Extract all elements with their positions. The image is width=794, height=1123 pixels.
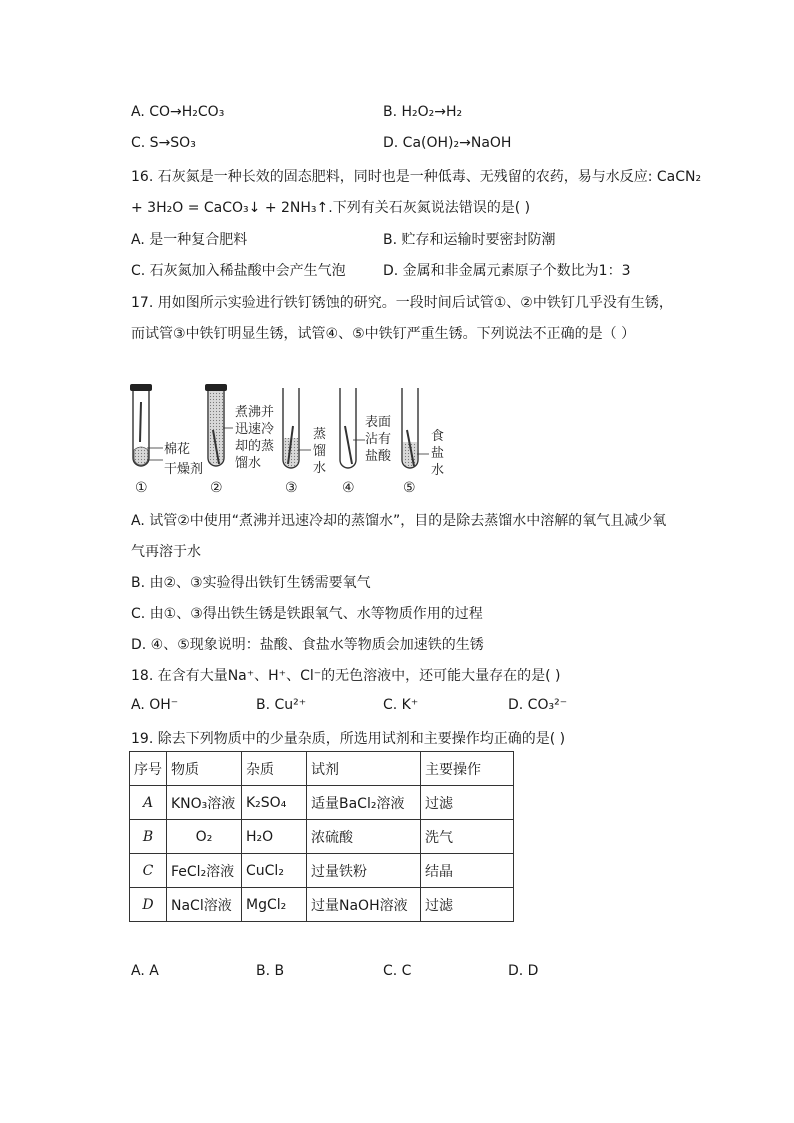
- q18-option-a: A. OH⁻: [131, 697, 179, 713]
- row-substance: NaCl溶液: [167, 888, 242, 922]
- q16-option-b: B. 贮存和运输时要密封防潮: [383, 232, 556, 248]
- tube-number-4: ④: [342, 480, 355, 496]
- q15-option-a: A. CO→H₂CO₃: [131, 104, 225, 120]
- tube5-label-line1: 食: [431, 429, 445, 444]
- tube5-label-line2: 盐: [431, 446, 445, 461]
- table-row: [130, 820, 514, 854]
- row-substance: O₂: [167, 820, 242, 854]
- q17-option-d: D. ④、⑤现象说明：盐酸、食盐水等物质会加速铁的生锈: [131, 637, 484, 653]
- q17-option-a-line2: 气再溶于水: [131, 544, 201, 560]
- test-tube-2: [205, 384, 274, 471]
- q18-option-b: B. Cu²⁺: [256, 697, 307, 713]
- row-operation: 过滤: [421, 888, 514, 922]
- q17-stem-line1: 17. 用如图所示实验进行铁钉锈蚀的研究。一段时间后试管①、②中铁钉几乎没有生锈，: [131, 295, 673, 311]
- q16-stem-line1: 16. 石灰氮是一种长效的固态肥料，同时也是一种低毒、无残留的农药，易与水反应: CaCN₂: [131, 169, 702, 185]
- tube2-label-line3: 却的蒸: [235, 439, 275, 454]
- tube1-label-cotton: 棉花: [164, 442, 191, 457]
- tube2-label-line2: 迅速冷: [235, 422, 275, 437]
- row-reagent: 浓硫酸: [307, 820, 421, 854]
- row-impurity: CuCl₂: [242, 854, 307, 888]
- tube1-label-desiccant: 干燥剂: [164, 462, 204, 477]
- tube3-label-line3: 水: [313, 461, 327, 476]
- q19-stem: 19. 除去下列物质中的少量杂质，所选用试剂和主要操作均正确的是( ): [131, 731, 566, 747]
- q19-option-d: D. D: [508, 963, 539, 979]
- q15-option-d: D. Ca(OH)₂→NaOH: [383, 135, 512, 151]
- q15-option-c: C. S→SO₃: [131, 135, 196, 151]
- row-index: D: [130, 888, 167, 922]
- row-index: A: [130, 786, 167, 820]
- q19-option-b: B. B: [256, 963, 285, 979]
- table-row: [130, 786, 514, 820]
- q17-option-b: B. 由②、③实验得出铁钉生锈需要氧气: [131, 575, 371, 591]
- tube-number-2: ②: [210, 480, 223, 496]
- q16-option-a: A. 是一种复合肥料: [131, 232, 248, 248]
- row-index: C: [130, 854, 167, 888]
- q19-table: [129, 751, 514, 922]
- row-operation: 洗气: [421, 820, 514, 854]
- tube4-label-line2: 沾有: [365, 432, 392, 447]
- row-impurity: K₂SO₄: [242, 786, 307, 820]
- q18-option-c: C. K⁺: [383, 697, 419, 713]
- table-row: [130, 854, 514, 888]
- row-operation: 过滤: [421, 786, 514, 820]
- q15-option-b: B. H₂O₂→H₂: [383, 104, 463, 120]
- row-reagent: 适量BaCl₂溶液: [307, 786, 421, 820]
- test-tube-1: [130, 384, 203, 477]
- tube2-label-line1: 煮沸并: [235, 405, 275, 420]
- row-substance: KNO₃溶液: [167, 786, 242, 820]
- header-operation: 主要操作: [421, 752, 514, 786]
- header-reagent: 试剂: [307, 752, 421, 786]
- table-row: [130, 888, 514, 922]
- tube4-label-line1: 表面: [365, 415, 392, 430]
- row-operation: 结晶: [421, 854, 514, 888]
- q18-option-d: D. CO₃²⁻: [508, 697, 568, 713]
- test-tube-figure: [125, 380, 455, 500]
- test-tube-3: [283, 388, 326, 476]
- q19-option-c: C. C: [383, 963, 412, 979]
- row-index: B: [130, 820, 167, 854]
- header-impurity: 杂质: [242, 752, 307, 786]
- row-reagent: 过量NaOH溶液: [307, 888, 421, 922]
- test-tube-4: [340, 388, 392, 468]
- q18-stem: 18. 在含有大量Na⁺、H⁺、Cl⁻的无色溶液中，还可能大量存在的是( ): [131, 668, 561, 684]
- tube-number-1: ①: [135, 480, 148, 496]
- test-tube-5: [402, 388, 444, 478]
- tube4-label-line3: 盐酸: [365, 449, 392, 464]
- q17-option-c: C. 由①、③得出铁生锈是铁跟氧气、水等物质作用的过程: [131, 606, 483, 622]
- q16-option-d: D. 金属和非金属元素原子个数比为1：3: [383, 263, 631, 279]
- q17-stem-line2: 而试管③中铁钉明显生锈，试管④、⑤中铁钉严重生锈。下列说法不正确的是（ ）: [131, 326, 636, 342]
- tube-number-3: ③: [285, 480, 298, 496]
- q16-option-c: C. 石灰氮加入稀盐酸中会产生气泡: [131, 263, 346, 279]
- q19-option-a: A. A: [131, 963, 159, 979]
- tube2-label-line4: 馏水: [235, 456, 262, 471]
- q16-stem-line2: + 3H₂O = CaCO₃↓ + 2NH₃↑.下列有关石灰氮说法错误的是( ): [131, 200, 531, 216]
- tube3-label-line2: 馏: [313, 444, 327, 459]
- row-reagent: 过量铁粉: [307, 854, 421, 888]
- tube-number-5: ⑤: [403, 480, 416, 496]
- q17-option-a-line1: A. 试管②中使用“煮沸并迅速冷却的蒸馏水”，目的是除去蒸馏水中溶解的氧气且减少氧: [131, 513, 667, 529]
- row-substance: FeCl₂溶液: [167, 854, 242, 888]
- table-header-row: [130, 752, 514, 786]
- tube3-label-line1: 蒸: [313, 427, 327, 442]
- header-index: 序号: [130, 752, 167, 786]
- row-impurity: H₂O: [242, 820, 307, 854]
- row-impurity: MgCl₂: [242, 888, 307, 922]
- header-substance: 物质: [167, 752, 242, 786]
- tube5-label-line3: 水: [431, 463, 445, 478]
